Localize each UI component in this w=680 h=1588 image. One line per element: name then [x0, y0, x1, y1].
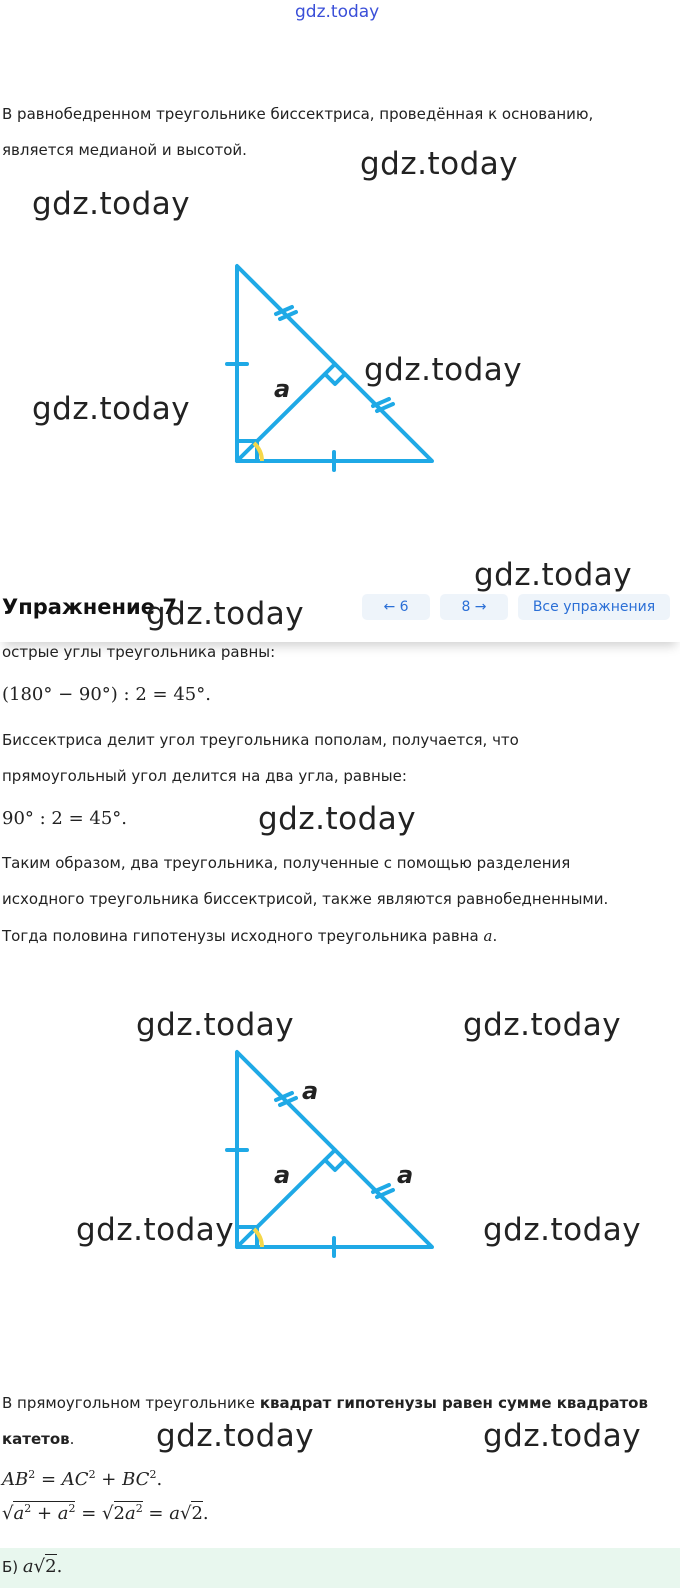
- paragraph-5: [2, 926, 497, 946]
- answer-prefix: Б): [2, 1558, 23, 1576]
- paragraph-1-line-1: В равнобедренном треугольнике биссектриса, проведённая к основанию,: [2, 105, 594, 123]
- watermark-5: gdz.today: [474, 557, 633, 593]
- paragraph-3-line-2: прямоугольный угол делится на два угла, равные:: [2, 767, 407, 785]
- paragraph-6-bold: квадрат гипотенузы равен сумме квадратов: [259, 1394, 648, 1412]
- exercise-title: Упражнение 7: [2, 595, 177, 619]
- paragraph-6-line-2: [2, 1429, 74, 1449]
- watermark-13: gdz.today: [483, 1418, 642, 1454]
- answer-text: Б) a√2.: [2, 1556, 63, 1577]
- next-exercise-button[interactable]: 8 →: [440, 594, 508, 620]
- paragraph-2: острые углы треугольника равны:: [2, 643, 276, 661]
- paragraph-5-suffix: .: [492, 927, 498, 945]
- watermark-4: gdz.today: [32, 391, 191, 427]
- figure-2-label-a-top: a: [302, 1077, 319, 1105]
- watermark-top: gdz.today: [295, 2, 380, 22]
- triangle-figure-2: [222, 1042, 444, 1258]
- paragraph-1-line-2: является медианой и высотой.: [2, 141, 247, 159]
- watermark-7: gdz.today: [258, 801, 417, 837]
- paragraph-6-suffix: .: [69, 1430, 75, 1448]
- watermark-1: gdz.today: [360, 146, 519, 182]
- prev-exercise-button[interactable]: ← 6: [362, 594, 430, 620]
- watermark-8: gdz.today: [136, 1007, 295, 1043]
- math-pythagoras: $AB^2 = AC^2 + BC^2$.: [2, 1468, 163, 1490]
- paragraph-3-line-1: Биссектриса делит угол треугольника пополам, получается, что: [2, 731, 519, 749]
- all-exercises-button[interactable]: Все упражнения: [518, 594, 670, 620]
- paragraph-6-line-1: [2, 1393, 648, 1413]
- paragraph-4-line-1: Таким образом, два треугольника, полученные с помощью разделения: [2, 854, 571, 872]
- watermark-11: gdz.today: [483, 1212, 642, 1248]
- paragraph-6-text: В прямоугольном треугольнике: [2, 1394, 260, 1412]
- paragraph-5-text: Тогда половина гипотенузы исходного треугольника равна: [2, 927, 484, 945]
- paragraph-5-variable: a: [483, 927, 493, 945]
- answer-bar: [0, 1548, 680, 1588]
- watermark-12: gdz.today: [156, 1418, 315, 1454]
- math-expression-2: 90° : 2 = 45°.: [2, 808, 128, 829]
- watermark-2: gdz.today: [32, 186, 191, 222]
- watermark-9: gdz.today: [463, 1007, 622, 1043]
- math-sqrt-result: $√a^2 + a^2 = √2a^2 = a√2$.: [2, 1502, 209, 1524]
- paragraph-4-line-2: исходного треугольника биссектрисой, также являются равнобедненными.: [2, 890, 609, 908]
- figure-2-label-a-middle: a: [274, 1161, 291, 1189]
- figure-2-label-a-right: a: [397, 1161, 414, 1189]
- exercise-nav-bar: [0, 586, 680, 642]
- paragraph-6-bold-2: катетов: [2, 1430, 70, 1448]
- figure-1-label-a: a: [274, 375, 291, 403]
- math-expression-1: (180° − 90°) : 2 = 45°.: [2, 684, 211, 705]
- watermark-10: gdz.today: [76, 1212, 235, 1248]
- watermark-3: gdz.today: [364, 352, 523, 388]
- watermark-6: gdz.today: [146, 596, 305, 632]
